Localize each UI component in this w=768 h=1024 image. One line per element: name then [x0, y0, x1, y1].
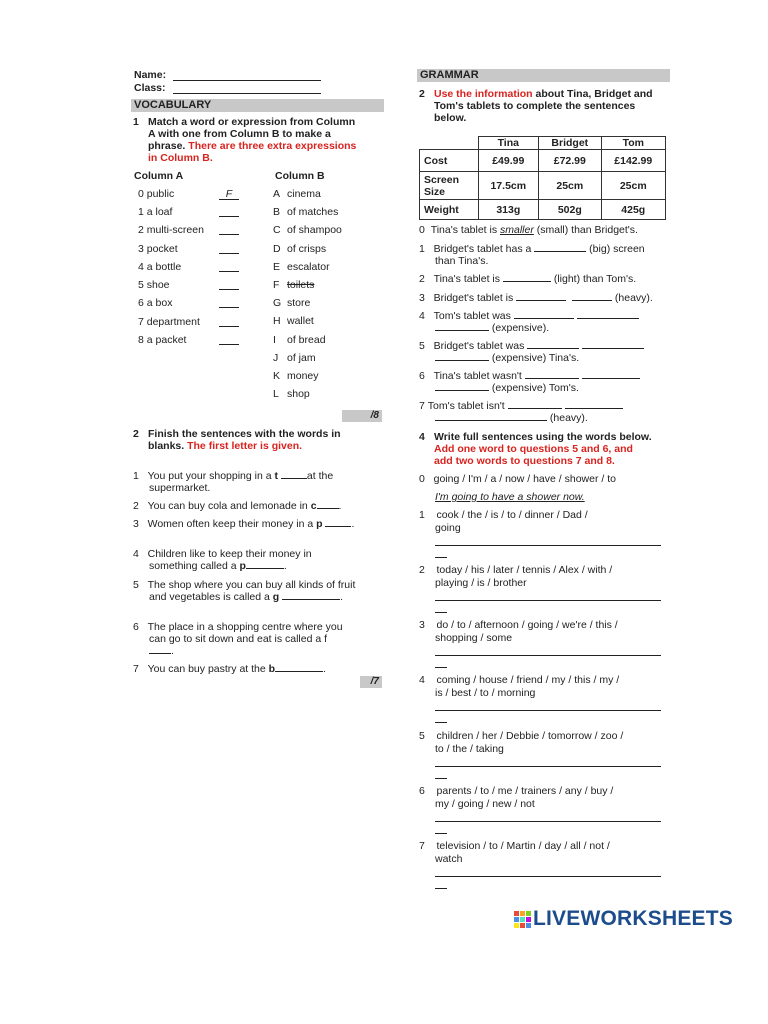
gs-5: 5 Bridget's tablet was [419, 340, 644, 352]
gs-1-blank[interactable] [534, 243, 586, 252]
gs-5-blank-c[interactable] [435, 352, 489, 361]
q4-item: 1 cook / the / is / to / dinner / Dad / [419, 509, 588, 521]
answer-line[interactable] [435, 600, 661, 601]
q4-item: 3 do / to / afternoon / going / we're / this / [419, 619, 618, 631]
answer-line-continuation[interactable] [435, 612, 447, 613]
blank-1[interactable] [281, 470, 307, 479]
answer-line-continuation[interactable] [435, 833, 447, 834]
blank-4[interactable] [246, 560, 284, 569]
q2-item-3: 3 Women often keep their money in a p . [133, 518, 355, 530]
column-b-letter: D [273, 243, 281, 255]
match-answer-blank[interactable] [219, 206, 239, 217]
column-b-letter: C [273, 224, 281, 236]
column-b-letter: G [273, 297, 282, 309]
match-answer-blank[interactable] [219, 316, 239, 327]
blank-3[interactable] [325, 518, 351, 527]
q4-item-0: 0 going / I'm / a / now / have / shower / to [419, 473, 616, 485]
answer-line-continuation[interactable] [435, 557, 447, 558]
gs-6-blank-c[interactable] [435, 382, 489, 391]
gq2-number: 2 [419, 88, 425, 100]
q2-item-6-line3: . [149, 645, 174, 657]
q4-instruction-2: Add one word to questions 5 and 6, and [434, 443, 633, 455]
column-a-item: 7 department [138, 316, 200, 328]
table-cell: 313g [478, 200, 539, 220]
match-answer-blank[interactable] [219, 297, 239, 308]
name-field[interactable] [173, 80, 321, 81]
table-label-cost: Cost [420, 150, 479, 172]
gs-6-line2: (expensive) Tom's. [435, 382, 579, 394]
column-b-text: wallet [287, 315, 314, 327]
q4-item: 2 today / his / later / tennis / Alex / with / [419, 564, 613, 576]
column-a-item: 4 a bottle [138, 261, 182, 273]
column-b-text: of crisps [287, 243, 327, 255]
gs-2-blank[interactable] [503, 273, 551, 282]
column-b-text: of bread [287, 334, 326, 346]
q4-item-line2: watch [435, 853, 463, 865]
column-a-item: 2 multi-screen [138, 224, 204, 236]
table-cell: 25cm [539, 172, 601, 200]
column-b-letter: J [273, 352, 279, 364]
q2-item-4: 4 Children like to keep their money in [133, 548, 312, 560]
match-answer-blank[interactable] [219, 224, 239, 235]
gq2-instruction-2: Tom's tablets to complete the sentences [434, 100, 636, 112]
gq2-instruction-1: Use the information about Tina, Bridget and [434, 88, 653, 100]
q1-instruction-1: Match a word or expression from Column [148, 116, 356, 128]
column-a-item: 3 pocket [138, 243, 178, 255]
match-answer-blank[interactable] [219, 334, 239, 345]
q2-item-1: 1 You put your shopping in a t at the [133, 470, 334, 482]
liveworksheets-logo-icon [514, 911, 532, 929]
gs-7: 7 Tom's tablet isn't [419, 400, 623, 412]
q4-item-0-answer: I'm going to have a shower now. [435, 491, 585, 503]
gs-4: 4 Tom's tablet was [419, 310, 639, 322]
column-b-text: toilets [287, 279, 315, 291]
gs-2: 2 Tina's tablet is (light) than Tom's. [419, 273, 637, 285]
gs-4-blank-b[interactable] [577, 310, 639, 319]
class-label: Class: [134, 82, 166, 94]
column-a-title: Column A [134, 170, 184, 182]
table-label-screen-size: Screen Size [420, 172, 479, 200]
column-a-item: 5 shoe [138, 279, 170, 291]
column-b-letter: B [273, 206, 281, 218]
table-cell: 25cm [601, 172, 665, 200]
q2-item-4-line2: something called a p . [149, 560, 287, 572]
table-cell: £49.99 [478, 150, 539, 172]
answer-line[interactable] [435, 655, 661, 656]
q4-number: 4 [419, 431, 425, 443]
column-b-text: shop [287, 388, 310, 400]
column-b-text: of jam [287, 352, 316, 364]
score-q1: /8 [342, 410, 382, 422]
column-b-letter: F [273, 279, 280, 291]
score-q2: /7 [360, 676, 382, 688]
q2-instruction-1: Finish the sentences with the words in [148, 428, 341, 440]
column-b-text: cinema [287, 188, 321, 200]
class-field[interactable] [173, 93, 321, 94]
table-cell: £72.99 [539, 150, 601, 172]
q4-item-line2: going [435, 522, 461, 534]
q2-item-5-line2: and vegetables is called a g . [149, 591, 344, 603]
column-b-title: Column B [275, 170, 325, 182]
liveworksheets-logo[interactable]: LIVEWORKSHEETS [533, 907, 733, 930]
gs-3-blank-b[interactable] [572, 292, 612, 301]
q2-item-2: 2 You can buy cola and lemonade in c . [133, 500, 342, 512]
gs-0: 0 Tina's tablet is smaller (small) than Bridget's. [419, 224, 638, 236]
answer-line-continuation[interactable] [435, 778, 447, 779]
answer-line[interactable] [435, 545, 661, 546]
column-b-letter: A [273, 188, 281, 200]
q4-instruction-3: add two words to questions 7 and 8. [434, 455, 615, 467]
table-cell: £142.99 [601, 150, 665, 172]
answer-line[interactable] [435, 876, 661, 877]
column-b-text: of matches [287, 206, 339, 218]
q4-item-line2: to / the / taking [435, 743, 504, 755]
gs-4-line2: (expensive). [435, 322, 549, 334]
gq2-instruction-3: below. [434, 112, 467, 124]
column-a-item: 0 public [138, 188, 175, 200]
match-answer-blank[interactable] [219, 243, 239, 254]
match-answer-blank[interactable] [219, 261, 239, 272]
grammar-header: GRAMMAR [417, 69, 670, 82]
gs-7-blank-a[interactable] [508, 400, 562, 409]
column-b-letter: K [273, 370, 281, 382]
q1-instruction-3: phrase. There are three extra expressions [148, 140, 357, 152]
table-header-tom: Tom [601, 137, 665, 150]
gs-4-blank-c[interactable] [435, 322, 489, 331]
q1-instruction-4: in Column B. [148, 152, 213, 164]
table-cell: 17.5cm [478, 172, 539, 200]
answer-line[interactable] [435, 821, 661, 822]
blank-5[interactable] [282, 591, 340, 600]
q4-item: 5 children / her / Debbie / tomorrow / zoo / [419, 730, 624, 742]
answer-line-continuation[interactable] [435, 722, 447, 723]
q4-item-line2: my / going / new / not [435, 798, 535, 810]
blank-2[interactable] [317, 500, 339, 509]
gs-1: 1 Bridget's tablet has a (big) screen [419, 243, 645, 255]
gs-5-blank-b[interactable] [582, 340, 644, 349]
q1-instruction-2: A with one from Column B to make a [148, 128, 331, 140]
table-label-weight: Weight [420, 200, 479, 220]
blank-6[interactable] [149, 645, 171, 654]
column-b-text: money [287, 370, 319, 382]
q4-item: 6 parents / to / me / trainers / any / buy / [419, 785, 614, 797]
gs-7-blank-b[interactable] [565, 400, 623, 409]
q2-number: 2 [133, 428, 139, 440]
column-b-text: store [287, 297, 311, 309]
gs-6: 6 Tina's tablet wasn't [419, 370, 640, 382]
table-cell: 425g [601, 200, 665, 220]
answer-line[interactable] [435, 710, 661, 711]
column-a-item: 6 a box [138, 297, 173, 309]
column-a-item: 8 a packet [138, 334, 187, 346]
q4-instruction-1: Write full sentences using the words below. [434, 431, 652, 443]
match-answer-blank[interactable]: F [219, 188, 239, 200]
name-label: Name: [134, 69, 167, 81]
q2-item-7: 7 You can buy pastry at the b . [133, 663, 326, 675]
gs-1-line2: than Tina's. [435, 255, 489, 267]
match-answer-blank[interactable] [219, 279, 239, 290]
gs-7-line2: (heavy). [435, 412, 588, 424]
column-b-letter: H [273, 315, 281, 327]
q2-instruction-2: blanks. The first letter is given. [148, 440, 303, 452]
column-a-item: 1 a loaf [138, 206, 173, 218]
gs-7-blank-c[interactable] [435, 412, 547, 421]
gs-4-blank-a[interactable] [514, 310, 574, 319]
gs-5-blank-a[interactable] [527, 340, 579, 349]
q2-item-6: 6 The place in a shopping centre where you [133, 621, 343, 633]
q1-number: 1 [133, 116, 139, 128]
gs-3-blank-a[interactable] [516, 292, 566, 301]
table-header-tina: Tina [478, 137, 539, 150]
table-header-bridget: Bridget [539, 137, 601, 150]
gs-3: 3 Bridget's tablet is (heavy). [419, 292, 653, 304]
answer-line-continuation[interactable] [435, 667, 447, 668]
q2-item-5: 5 The shop where you can buy all kinds of fruit [133, 579, 356, 591]
table-cell: 502g [539, 200, 601, 220]
q2-item-1-line2: supermarket. [149, 482, 211, 494]
column-b-text: of shampoo [287, 224, 342, 236]
answer-line-continuation[interactable] [435, 888, 447, 889]
table-corner [420, 137, 479, 150]
column-b-letter: L [273, 388, 279, 400]
blank-7[interactable] [275, 663, 323, 672]
gs-5-line2: (expensive) Tina's. [435, 352, 579, 364]
gs-6-blank-b[interactable] [582, 370, 640, 379]
gs-6-blank-a[interactable] [525, 370, 579, 379]
q4-item-line2: is / best / to / morning [435, 687, 536, 699]
q2-item-6-line2: can go to sit down and eat is called a f [149, 633, 328, 645]
column-b-letter: E [273, 261, 281, 273]
q4-item: 4 coming / house / friend / my / this / my / [419, 674, 620, 686]
tablet-table [419, 136, 666, 220]
q4-item: 7 television / to / Martin / day / all / not / [419, 840, 610, 852]
q4-item-line2: shopping / some [435, 632, 513, 644]
vocabulary-header: VOCABULARY [131, 99, 384, 112]
column-b-text: escalator [287, 261, 330, 273]
answer-line[interactable] [435, 766, 661, 767]
column-b-letter: I [273, 334, 276, 346]
q4-item-line2: playing / is / brother [435, 577, 527, 589]
